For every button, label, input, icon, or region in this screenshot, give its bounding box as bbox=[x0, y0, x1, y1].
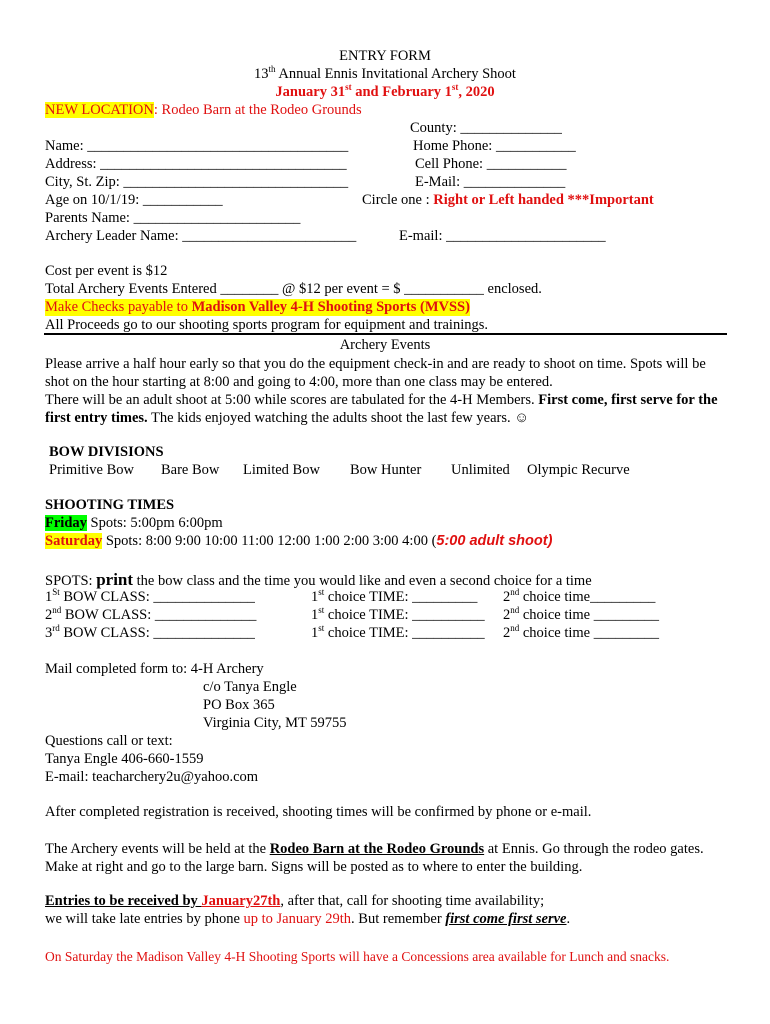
cell-phone-field[interactable]: Cell Phone: ___________ bbox=[415, 156, 567, 172]
address-field[interactable]: Address: __________________________________ bbox=[45, 156, 347, 172]
bow-class-row-2[interactable]: 2nd BOW CLASS: ______________ bbox=[45, 605, 257, 623]
leader-email-field[interactable]: E-mail: ______________________ bbox=[399, 228, 606, 244]
entries-deadline: Entries to be received by January27th, after that, call for shooting time availability; bbox=[45, 893, 545, 909]
bow-class-row-3[interactable]: 3rd BOW CLASS: ______________ bbox=[45, 623, 255, 641]
contact-phone: Tanya Engle 406-660-1559 bbox=[45, 751, 204, 767]
concessions-note: On Saturday the Madison Valley 4-H Shooting Sports will have a Concessions area available for Lunch and snacks. bbox=[45, 949, 670, 964]
proceeds-note: All Proceeds go to our shooting sports program for equipment and trainings. bbox=[45, 317, 488, 333]
division-item: Limited Bow bbox=[243, 462, 320, 478]
division-item: Olympic Recurve bbox=[527, 462, 630, 478]
first-choice-time-2[interactable]: 1st choice TIME: __________ bbox=[311, 605, 485, 623]
second-choice-time-3[interactable]: 2nd choice time _________ bbox=[503, 623, 659, 641]
bow-divisions-heading: BOW DIVISIONS bbox=[49, 444, 164, 460]
leader-field[interactable]: Archery Leader Name: ________________________ bbox=[45, 228, 357, 244]
events-heading: Archery Events bbox=[339, 337, 431, 353]
division-item: Unlimited bbox=[451, 462, 510, 478]
division-item: Bare Bow bbox=[161, 462, 220, 478]
first-choice-time-1[interactable]: 1st choice TIME: _________ bbox=[311, 587, 478, 605]
venue-paragraph: The Archery events will be held at the Rodeo Barn at the Rodeo Grounds at Ennis. Go through the rodeo gates. Make at right and go to the large barn. Signs will be posted as to where to enter the building. bbox=[45, 841, 704, 875]
handedness-field[interactable]: Circle one : Right or Left handed ***Important bbox=[362, 192, 654, 208]
shooting-times-heading: SHOOTING TIMES bbox=[45, 497, 175, 513]
event-subtitle: 13th Annual Ennis Invitational Archery Shoot bbox=[254, 64, 516, 82]
friday-times: Friday Spots: 5:00pm 6:00pm bbox=[45, 515, 223, 531]
questions-label: Questions call or text: bbox=[45, 733, 173, 749]
spots-instructions: SPOTS: print the bow class and the time you would like and even a second choice for a time bbox=[45, 570, 592, 589]
events-paragraph-2: There will be an adult shoot at 5:00 while scores are tabulated for the 4-H Members. First come, first serve for the first entry times. The kids enjoyed watching the adults shoot the last few years. ☺ bbox=[45, 392, 718, 426]
mail-to-label: Mail completed form to: 4-H Archery bbox=[45, 661, 264, 677]
new-location: NEW LOCATION: Rodeo Barn at the Rodeo Grounds bbox=[45, 102, 362, 118]
parents-field[interactable]: Parents Name: _______________________ bbox=[45, 210, 301, 226]
county-field[interactable]: County: ______________ bbox=[410, 120, 562, 136]
mail-address-line: PO Box 365 bbox=[203, 697, 275, 713]
form-title: ENTRY FORM bbox=[339, 48, 431, 64]
events-paragraph-1: Please arrive a half hour early so that you do the equipment check-in and are ready to shoot on time. Spots will be shot on the hour starting at 8:00 and going to 4:00, more than one class may be entered. bbox=[45, 356, 706, 390]
bow-class-row-1[interactable]: 1St BOW CLASS: ______________ bbox=[45, 587, 255, 605]
city-field[interactable]: City, St. Zip: _______________________________ bbox=[45, 174, 349, 190]
name-field[interactable]: Name: ____________________________________ bbox=[45, 138, 349, 154]
checks-payable: Make Checks payable to Madison Valley 4-H Shooting Sports (MVSS) bbox=[45, 299, 470, 315]
division-item: Bow Hunter bbox=[350, 462, 422, 478]
email-field[interactable]: E-Mail: ______________ bbox=[415, 174, 566, 190]
section-divider bbox=[44, 333, 727, 335]
mail-address-line: Virginia City, MT 59755 bbox=[203, 715, 347, 731]
home-phone-field[interactable]: Home Phone: ___________ bbox=[413, 138, 576, 154]
total-events-line[interactable]: Total Archery Events Entered ________ @ $12 per event = $ ___________ enclosed. bbox=[45, 281, 542, 297]
event-dates: January 31st and February 1st, 2020 bbox=[275, 82, 495, 100]
late-entries: we will take late entries by phone up to January 29th. But remember first come first serve. bbox=[45, 911, 571, 927]
second-choice-time-1[interactable]: 2nd choice time_________ bbox=[503, 587, 656, 605]
second-choice-time-2[interactable]: 2nd choice time _________ bbox=[503, 605, 659, 623]
saturday-times: Saturday Spots: 8:00 9:00 10:00 11:00 12:00 1:00 2:00 3:00 4:00 (5:00 adult shoot) bbox=[45, 533, 553, 549]
cost-per-event: Cost per event is $12 bbox=[45, 263, 168, 279]
age-field[interactable]: Age on 10/1/19: ___________ bbox=[45, 192, 223, 208]
confirmation-note: After completed registration is received, shooting times will be confirmed by phone or e-mail. bbox=[45, 804, 592, 820]
division-item: Primitive Bow bbox=[49, 462, 134, 478]
first-choice-time-3[interactable]: 1st choice TIME: __________ bbox=[311, 623, 485, 641]
contact-email[interactable]: E-mail: teacharchery2u@yahoo.com bbox=[45, 769, 259, 785]
mail-address-line: c/o Tanya Engle bbox=[203, 679, 297, 695]
